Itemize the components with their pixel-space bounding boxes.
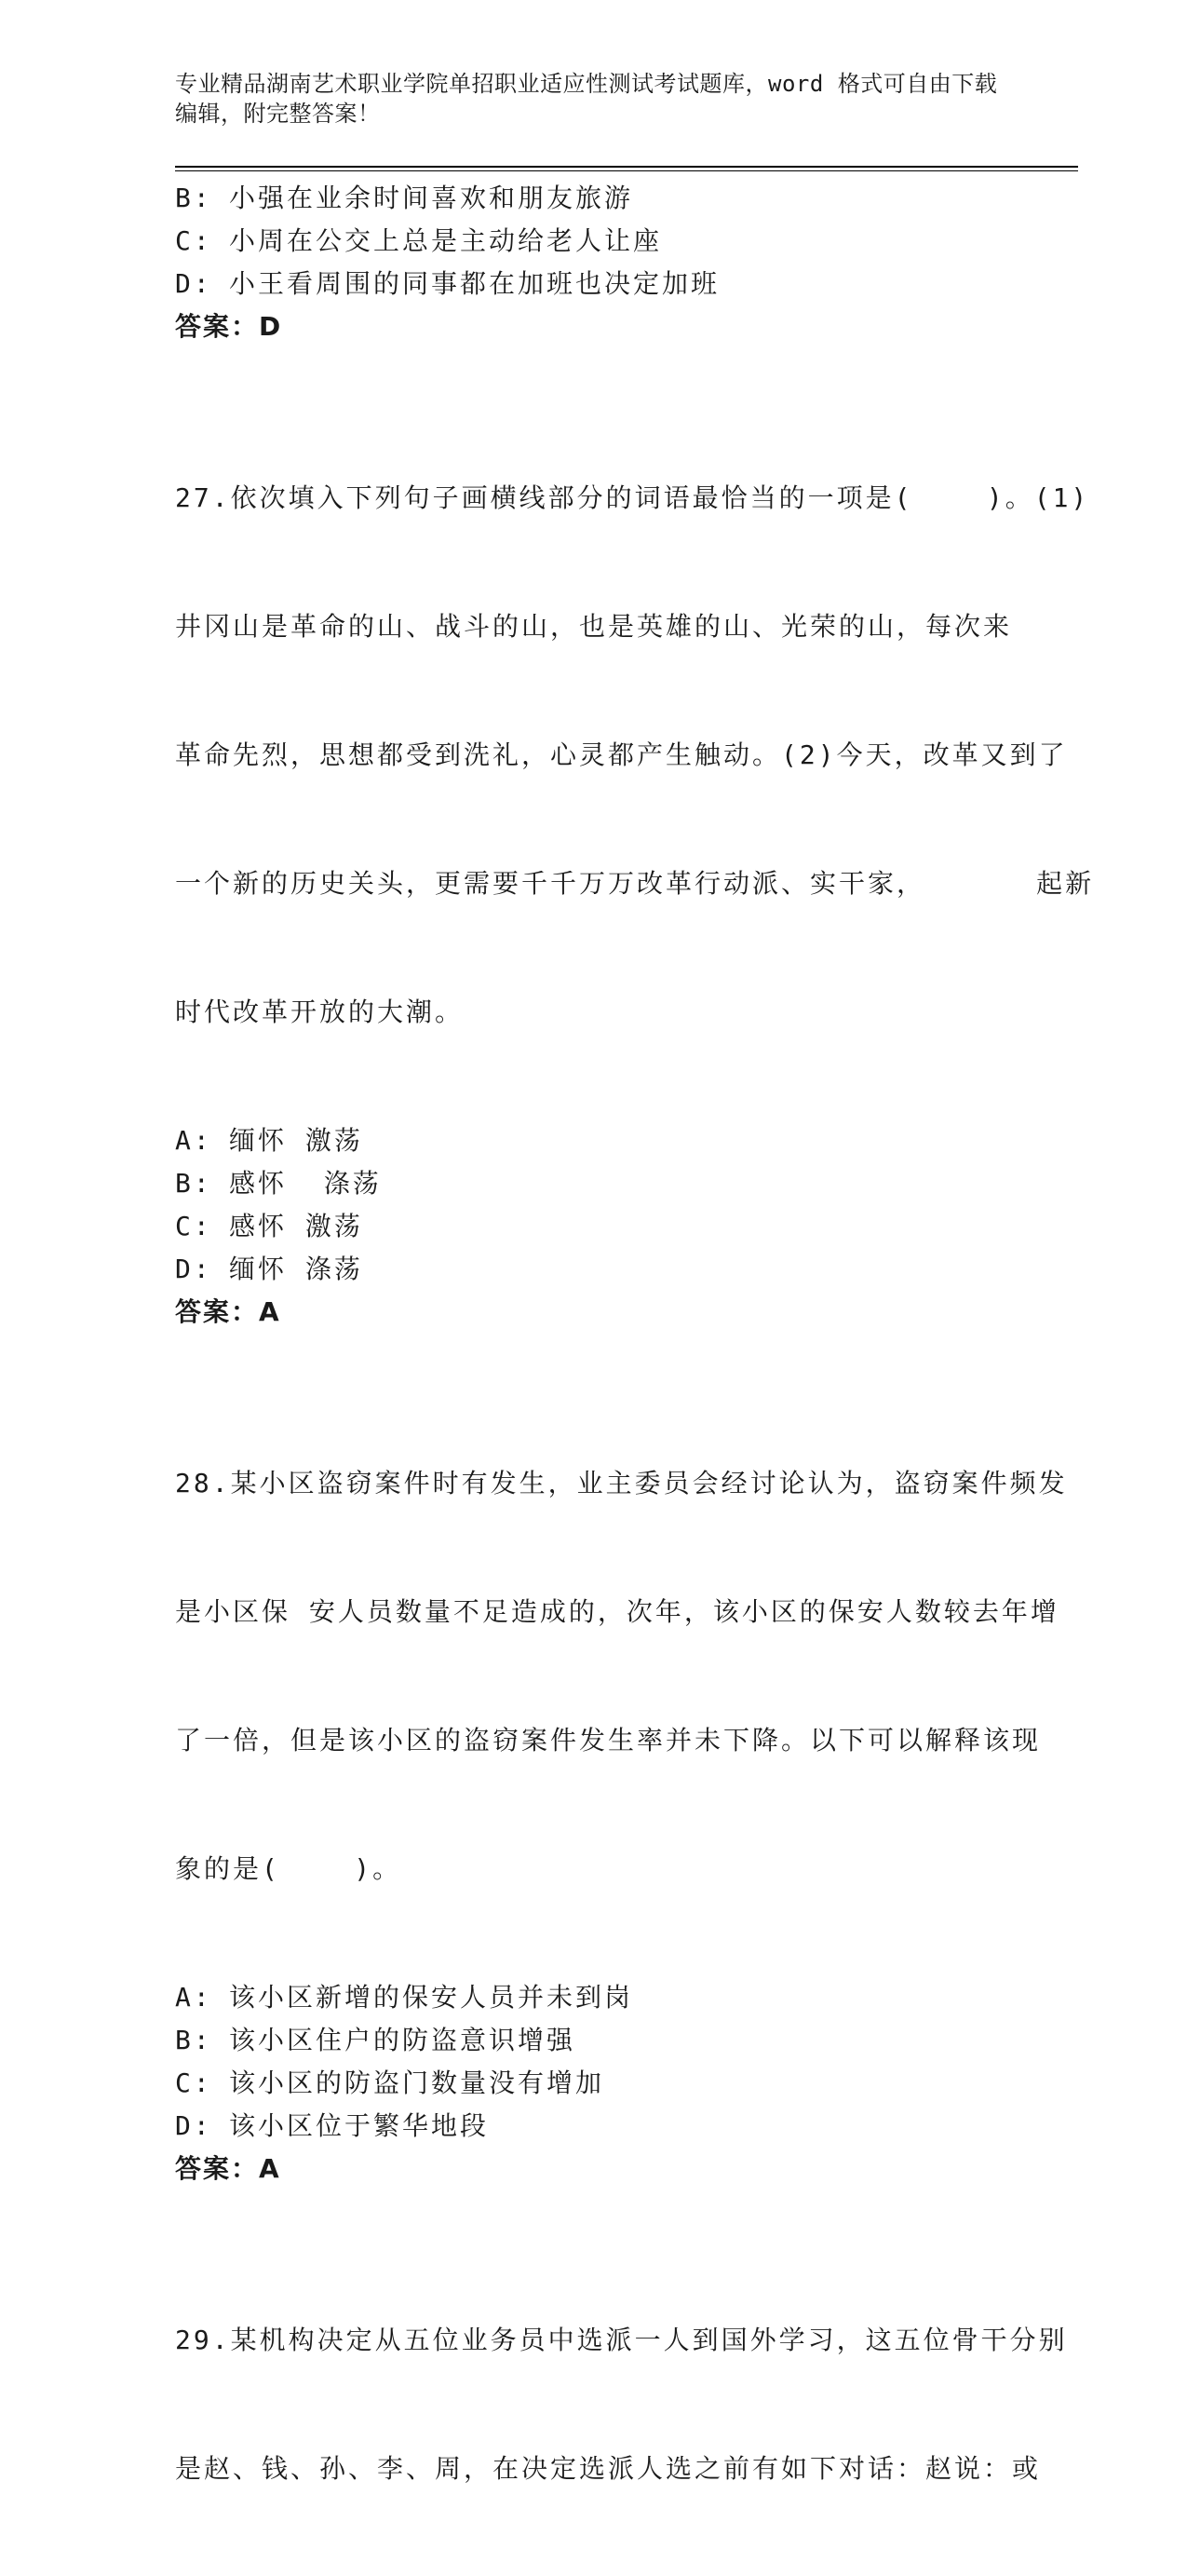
option-key: D:: [175, 2110, 212, 2141]
question-line: 29.某机构决定从五位业务员中选派一人到国外学习，这五位骨干分别: [175, 2325, 1068, 2355]
option-key: C:: [175, 1211, 212, 1241]
option-d: [175, 1248, 1013, 1291]
question-29: [175, 2233, 1068, 2576]
option-text: 该小区新增的保安人员并未到岗: [229, 1982, 634, 2013]
question-27: [175, 391, 1095, 1334]
question-line: 井冈山是革命的山、战斗的山，也是英雄的山、光荣的山，每次来: [175, 611, 1013, 642]
answer-line: 答案：A: [175, 1296, 281, 1327]
question-26-tail: [175, 177, 1013, 348]
header-rule-thick: [175, 166, 1078, 168]
page-header: [175, 69, 1013, 129]
question-28: [175, 1376, 1068, 2190]
option-key: D:: [175, 268, 212, 299]
option-b: [175, 2019, 1013, 2062]
option-key: D:: [175, 1254, 212, 1284]
header-rule-thin: [175, 170, 1078, 171]
option-text: 感怀 激荡: [229, 1211, 363, 1241]
option-a: [175, 1119, 1013, 1162]
option-text: 该小区住户的防盗意识增强: [229, 2025, 576, 2055]
option-text: 缅怀 激荡: [229, 1125, 363, 1156]
option-key: C:: [175, 2068, 212, 2098]
option-d: [175, 2105, 1013, 2148]
option-a: [175, 1976, 1013, 2019]
question-stem: [175, 1376, 1068, 1976]
answer-line: 答案：D: [175, 311, 283, 342]
question-line: 象的是( )。: [175, 1853, 402, 1884]
question-line: 一个新的历史关头，更需要千千万万改革行动派、实干家， 起新: [175, 868, 1095, 899]
option-text: 感怀 涤荡: [229, 1168, 382, 1199]
option-text: 缅怀 涤荡: [229, 1254, 363, 1284]
option-text: 该小区的防盗门数量没有增加: [229, 2068, 605, 2098]
option-b: [175, 1162, 1013, 1205]
option-key: C:: [175, 225, 212, 256]
header-line-1: 专业精品湖南艺术职业学院单招职业适应性测试考试题库，word 格式可自由下载: [175, 71, 998, 97]
option-text: 小王看周围的同事都在加班也决定加班: [229, 268, 721, 299]
option-key: B:: [175, 1168, 212, 1199]
option-key: A:: [175, 1125, 212, 1156]
option-c: [175, 2062, 1013, 2105]
answer-line: 答案：A: [175, 2153, 281, 2184]
header-line-2: 编辑，附完整答案！: [175, 101, 381, 127]
option-key: B:: [175, 183, 212, 213]
question-line: 是小区保 安人员数量不足造成的，次年，该小区的保安人数较去年增: [175, 1596, 1059, 1627]
option-key: B:: [175, 2025, 212, 2055]
question-line: 是赵、钱、孙、李、周，在决定选派人选之前有如下对话：赵说：或: [175, 2453, 1042, 2484]
option-key: A:: [175, 1982, 212, 2013]
question-line: 革命先烈，思想都受到洗礼，心灵都产生触动。(2)今天，改革又到了: [175, 739, 1068, 770]
option-text: 小周在公交上总是主动给老人让座: [229, 225, 663, 256]
option-text: 小强在业余时间喜欢和朋友旅游: [229, 183, 634, 213]
question-line: 28.某小区盗窃案件时有发生，业主委员会经讨论认为，盗窃案件频发: [175, 1468, 1068, 1498]
question-stem: [175, 2233, 1068, 2576]
question-stem: [175, 391, 1095, 1119]
option-d: [175, 263, 1013, 305]
option-b: [175, 177, 1013, 220]
option-text: 该小区位于繁华地段: [229, 2110, 490, 2141]
document-body: [175, 177, 1095, 2576]
question-line: 了一倍，但是该小区的盗窃案件发生率并未下降。以下可以解释该现: [175, 1725, 1042, 1756]
question-line: 时代改革开放的大潮。: [175, 997, 465, 1027]
question-line: 27.依次填入下列句子画横线部分的词语最恰当的一项是( )。(1): [175, 482, 1090, 513]
option-c: [175, 220, 1013, 263]
option-c: [175, 1205, 1013, 1248]
